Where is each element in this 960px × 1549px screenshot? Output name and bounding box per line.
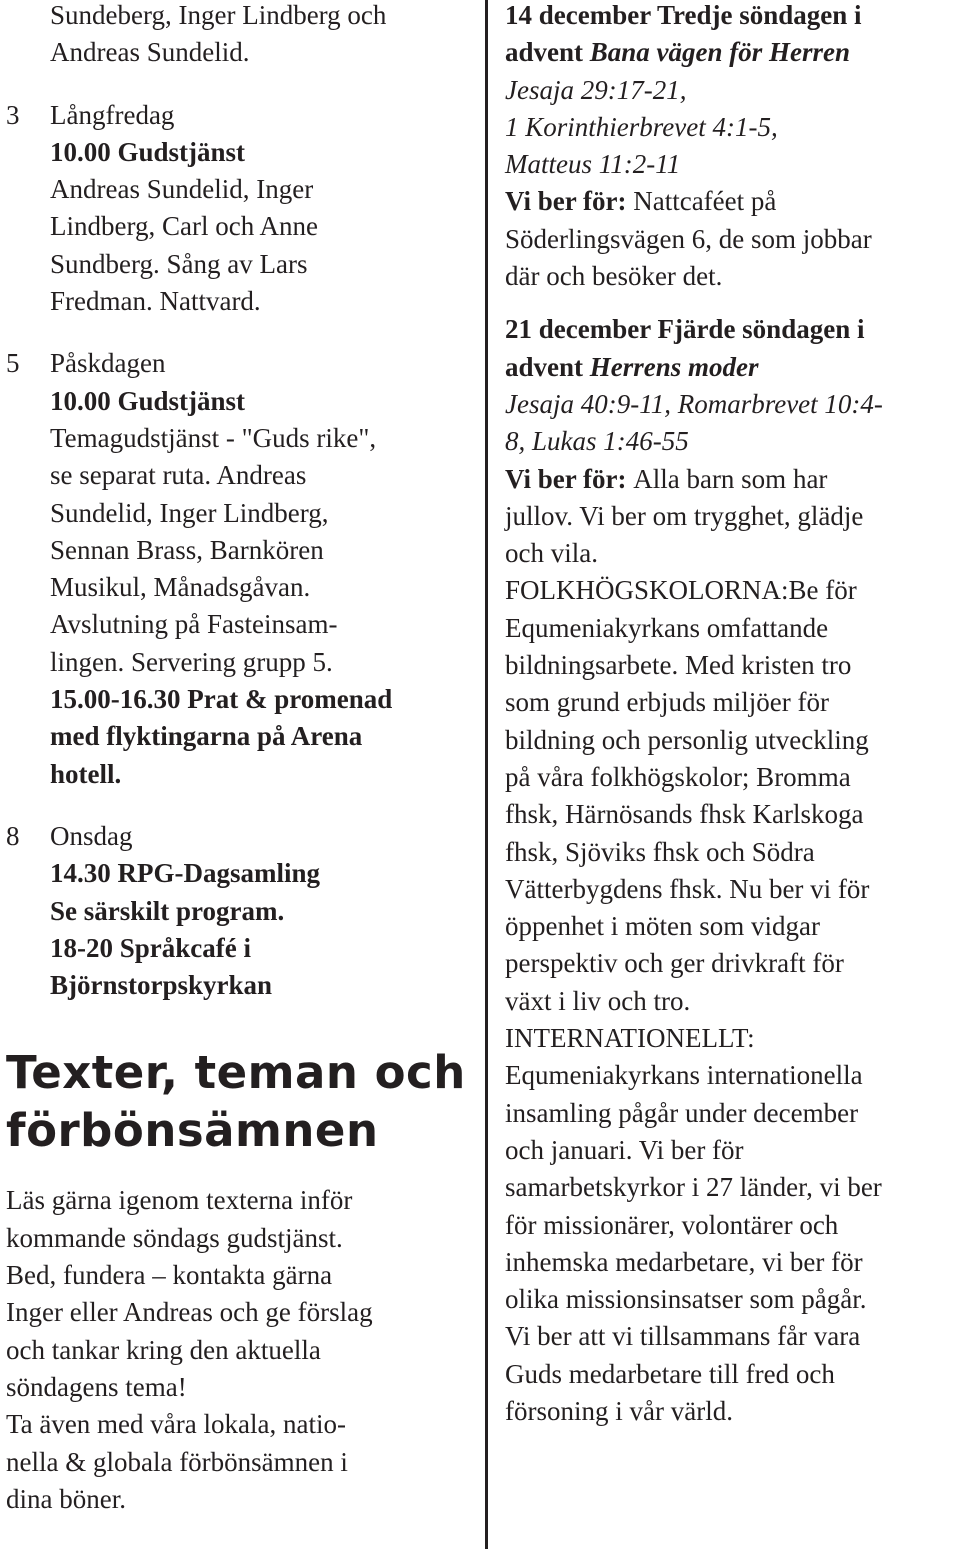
sunday-title bbox=[505, 0, 960, 72]
service-title: 10.00 Gudstjänst bbox=[50, 385, 246, 416]
day-entry-paskdagen bbox=[0, 345, 470, 793]
service-title: 14.30 RPG-Dagsamling Se särskilt program. bbox=[50, 858, 320, 926]
sunday-entry-14-december bbox=[505, 0, 960, 295]
prayer-topic bbox=[505, 183, 960, 295]
day-entry-onsdag bbox=[0, 818, 470, 1004]
day-name: Långfredag bbox=[50, 99, 175, 130]
bible-readings: Jesaja 29:17-21, 1 Korinthierbrevet 4:1-5, Matteus 11:2-11 bbox=[505, 74, 778, 180]
day-entry-langfredag bbox=[0, 97, 470, 321]
section-heading: Texter, teman och förbönsämnen bbox=[6, 1046, 466, 1158]
sunday-title bbox=[505, 311, 960, 386]
prayer-label: Vi ber för: bbox=[505, 463, 634, 494]
right-column bbox=[505, 0, 960, 1430]
service-details: Temagudstjänst - "Guds rike", se separat ruta. Andreas Sundelid, Inger Lindberg, Sennan Brass, Barnkören Musikul, Månadsgåvan. Avslutning på Fasteinsam- lingen. Servering grupp 5. bbox=[50, 422, 377, 677]
service-details: Andreas Sundelid, Inger Lindberg, Carl och Anne Sundberg. Sång av Lars Fredman. Nattvard. bbox=[50, 174, 318, 317]
intro-text: Sundeberg, Inger Lindberg och Andreas Sundelid. bbox=[50, 0, 387, 68]
column-divider bbox=[485, 0, 488, 1549]
prayer-text: Nattcaféet på Söderlingsvägen 6, de som jobbar där och besöker det. bbox=[505, 186, 872, 292]
prayer-label: Vi ber för: bbox=[505, 186, 634, 217]
day-number: 3 bbox=[6, 99, 20, 130]
sunday-date: 14 december Tredje söndagen i advent bbox=[505, 0, 862, 68]
event-title: 18-20 Språkcafé i Björnstorpskyrkan bbox=[50, 932, 273, 1001]
sunday-date: 21 december Fjärde söndagen i advent bbox=[505, 314, 865, 382]
event-title: 15.00-16.30 Prat & promenad med flyktingarna på Arena hotell. bbox=[50, 684, 393, 789]
sunday-theme: Herrens moder bbox=[589, 351, 759, 382]
day-number: 5 bbox=[6, 348, 20, 379]
day-name: Onsdag bbox=[50, 820, 133, 851]
section-body: Läs gärna igenom texterna inför kommande söndags gudstjänst. Bed, fundera – kontakta gärna Inger eller Andreas och ge förslag och tankar kring den aktuella söndagens tema! Ta även med våra lokala, natio- nella & globala förbönsämnen i dina böner. bbox=[6, 1185, 373, 1514]
day-number: 8 bbox=[6, 820, 20, 851]
sunday-entry-21-december bbox=[505, 311, 960, 1430]
bible-readings: Jesaja 40:9-11, Romarbrevet 10:4- 8, Lukas 1:46-55 bbox=[505, 388, 883, 457]
prayer-text: Alla barn som har jullov. Vi ber om trygghet, glädje och vila. FOLKHÖGSKOLORNA:Be för Equmeniakyrkans omfattande bildningsarbete. Med kristen tro som grund erbjuds miljöer för bildning och personlig utveckling på våra folkhögskolor; Bromma fhsk, Härnösands fhsk Karlskoga fhsk, Sjöviks fhsk och Södra Vätterbygdens fhsk. Nu ber vi för öppenhet i möten som vidgar perspektiv och ger drivkraft för växt i liv och tro. INTERNATIONELLT: Equmeniakyrkans internationella insamling pågår under december och januari. Vi ber för samarbetskyrkor i 27 länder, vi ber för missionärer, volontärer och inhemska medarbetare, vi ber för olika missionsinsatser som pågår. Vi ber att vi tillsammans får vara Guds medarbetare till fred och försoning i vår värld. bbox=[505, 463, 882, 1426]
left-column bbox=[0, 0, 470, 1518]
service-title: 10.00 Gudstjänst bbox=[50, 136, 246, 167]
prayer-topic bbox=[505, 461, 960, 1431]
sunday-theme: Bana vägen för Herren bbox=[589, 37, 851, 68]
day-name: Påskdagen bbox=[50, 348, 166, 379]
